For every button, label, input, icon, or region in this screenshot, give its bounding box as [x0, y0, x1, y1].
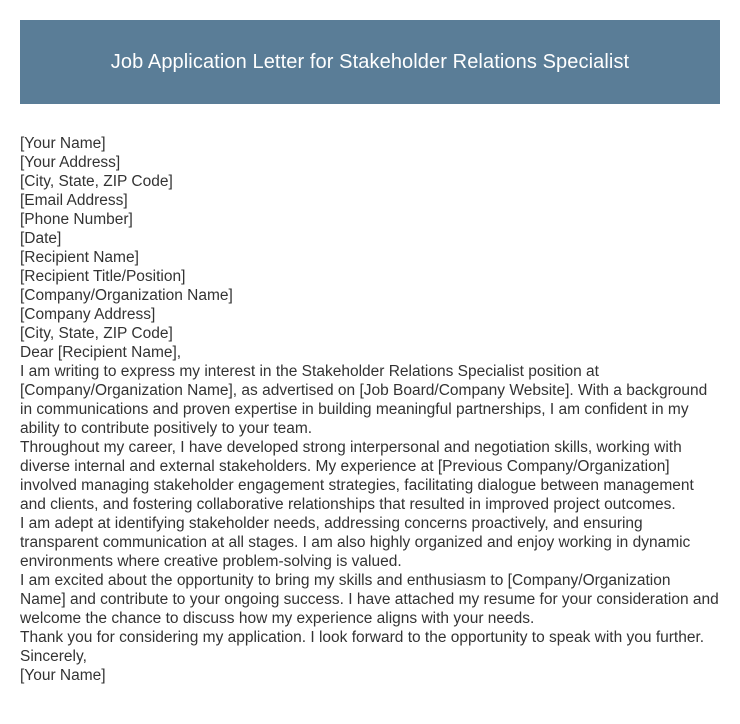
paragraph-experience: Throughout my career, I have developed strong interpersonal and negotiation skills, working with diverse internal and external stakeholders. My experience at [Previous Company/Organization] involved managing stakeholder engagement strategies, facilitating dialogue between management and clients, and fostering collaborative relationships that resulted in improved project outcomes.	[20, 439, 694, 513]
paragraph-skills: I am adept at identifying stakeholder needs, addressing concerns proactively, and ensuring transparent communication at all stages. I am also highly organized and enjoy working in dynamic environments where creative problem-solving is valued.	[20, 515, 691, 570]
paragraph-thanks: Thank you for considering my application. I look forward to the opportunity to speak with you further.	[20, 629, 705, 646]
closing: Sincerely,	[20, 648, 87, 665]
sender-name: [Your Name]	[20, 135, 106, 152]
paragraph-enthusiasm: I am excited about the opportunity to bring my skills and enthusiasm to [Company/Organization Name] and contribute to your ongoing success. I have attached my resume for your consideration and welcome the chance to discuss how my experience aligns with your needs.	[20, 572, 719, 627]
paragraph-introduction: I am writing to express my interest in the Stakeholder Relations Specialist position at [Company/Organization Name], as advertised on [Job Board/Company Website]. With a background in communications and proven expertise in building meaningful partnerships, I am confident in my ability to contribute positively to your team.	[20, 363, 708, 437]
recipient-organization: [Company/Organization Name]	[20, 287, 233, 304]
sender-phone: [Phone Number]	[20, 211, 133, 228]
letter-body	[20, 134, 725, 685]
recipient-city-state-zip: [City, State, ZIP Code]	[20, 325, 173, 342]
sender-city-state-zip: [City, State, ZIP Code]	[20, 173, 173, 190]
sender-email: [Email Address]	[20, 192, 128, 209]
salutation: Dear [Recipient Name],	[20, 344, 182, 361]
recipient-name: [Recipient Name]	[20, 249, 139, 266]
sender-address: [Your Address]	[20, 154, 121, 171]
letter-date: [Date]	[20, 230, 62, 247]
page-title: Job Application Letter for Stakeholder Relations Specialist	[110, 50, 630, 73]
signature: [Your Name]	[20, 667, 106, 684]
recipient-title: [Recipient Title/Position]	[20, 268, 186, 285]
recipient-address: [Company Address]	[20, 306, 156, 323]
letter-header-banner	[20, 20, 720, 104]
